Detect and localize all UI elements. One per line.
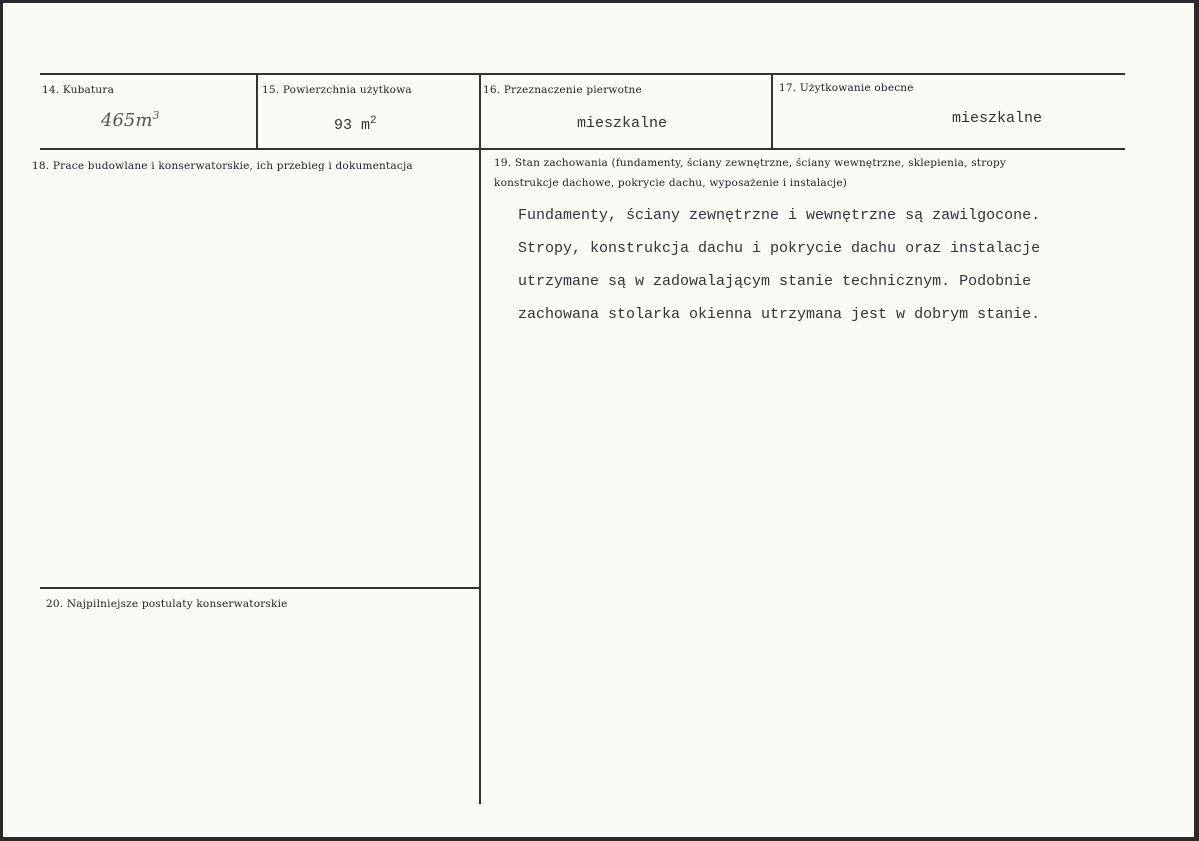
stan-text: [518, 199, 1040, 331]
uzytkowanie-label: 17. Użytkowanie obecne: [779, 82, 914, 94]
przeznaczenie-label: 16. Przeznaczenie pierwotne: [483, 84, 642, 96]
postulaty-rule: [40, 587, 480, 589]
stan-label-line1: 19. Stan zachowania (fundamenty, ściany zewnętrzne, ściany wewnętrzne, sklepienia, stropy: [494, 157, 1007, 169]
postulaty-label: 20. Najpilniejsze postulaty konserwatorskie: [46, 598, 288, 610]
przeznaczenie-value: mieszkalne: [577, 115, 668, 132]
powierzchnia-label: 15. Powierzchnia użytkowa: [262, 84, 412, 96]
kubatura-label: 14. Kubatura: [42, 84, 115, 96]
row-rule: [40, 148, 1125, 150]
prace-label: 18. Prace budowlane i konserwatorskie, ich przebieg i dokumentacja: [32, 160, 413, 172]
stan-label-line2: konstrukcje dachowe, pokrycie dachu, wyposażenie i instalacje): [494, 177, 848, 189]
top-rule: [40, 73, 1125, 75]
form-sheet: [3, 3, 1194, 837]
stan-text-line: utrzymane są w zadowalającym stanie technicznym. Podobnie: [518, 273, 1032, 290]
uzytkowanie-value: mieszkalne: [952, 110, 1043, 127]
divider-1: [256, 74, 258, 150]
stan-text-line: Stropy, konstrukcja dachu i pokrycie dachu oraz instalacje: [518, 240, 1041, 257]
divider-3: [771, 74, 773, 150]
powierzchnia-value: 93 $m^2$: [334, 115, 377, 134]
stan-text-line: zachowana stolarka okienna utrzymana jest w dobrym stanie.: [518, 306, 1041, 323]
kubatura-value: $465m^3$: [101, 109, 160, 131]
stan-text-line: Fundamenty, ściany zewnętrzne i wewnętrzne są zawilgocone.: [518, 207, 1041, 224]
divider-2: [479, 74, 481, 804]
